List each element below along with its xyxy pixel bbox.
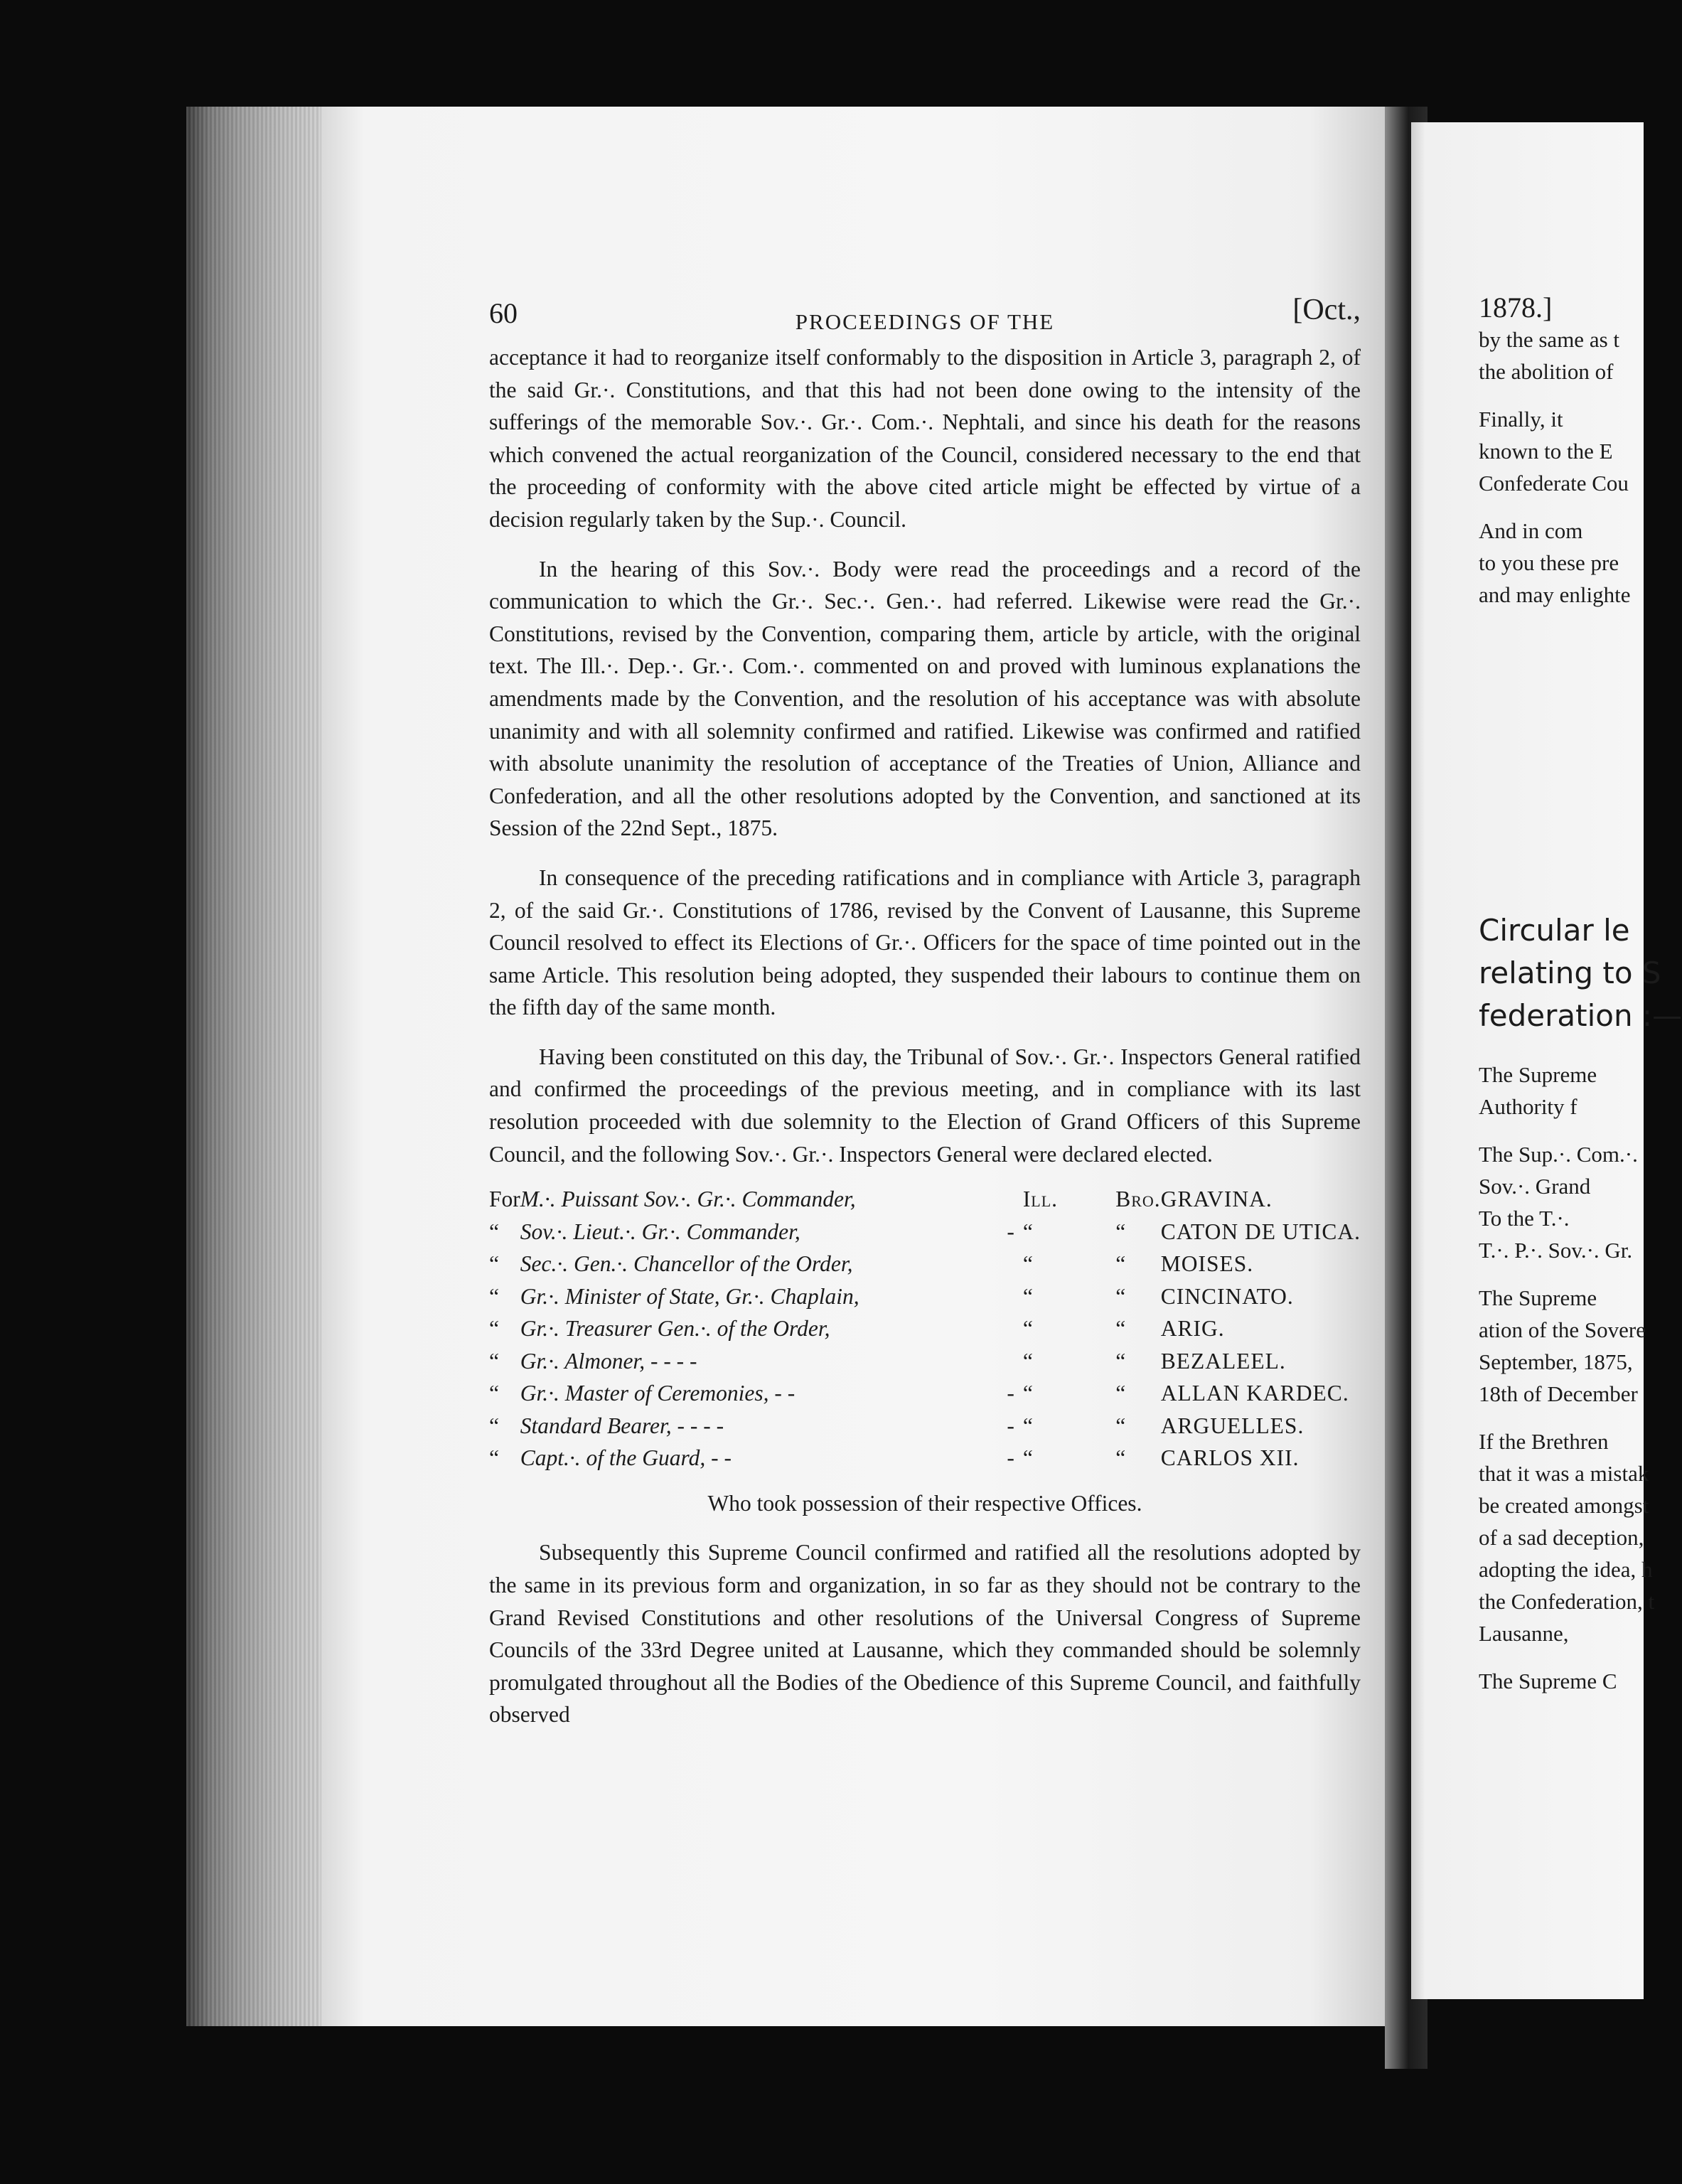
right-top-lines	[1479, 323, 1644, 611]
right-bottom-lines	[1479, 1059, 1655, 1697]
officer-lead: “	[489, 1348, 499, 1374]
officer-row	[489, 1280, 1361, 1313]
officer-dash: -	[1007, 1219, 1014, 1244]
officer-lead: “	[489, 1219, 499, 1244]
officer-name: CARLOS XII.	[1160, 1445, 1300, 1471]
officer-row	[489, 1248, 1361, 1280]
page-header	[489, 291, 1361, 341]
officer-name: GRAVINA.	[1160, 1187, 1273, 1212]
paragraph-2: In the hearing of this Sov.·. Body were read the proceedings and a record of the communication to which the Gr.·. Sec.·. Gen.·. had referred. Likewise were read the Gr.·. Constitutions, revised by the Convention, comparing them, article by article, with the original text. The Ill.·. Dep.·. Gr.·. Com.·. commented on and proved with luminous explanations the amendments made by the Convention, and the resolution of his acceptance was with absolute unanimity and with all solemnity confirmed and ratified. Likewise was confirmed and ratified with absolute unanimity the resolution of acceptance of the Treaties of Union, Alliance and Confederation, and all the other resolutions adopted by the Convention, and sanctioned at its Session of the 22nd Sept., 1875.	[489, 556, 1361, 841]
officer-ill: “	[1022, 1348, 1034, 1374]
officer-row	[489, 1345, 1361, 1378]
right-text-line: And in com	[1479, 518, 1583, 543]
right-text-line	[1479, 387, 1644, 403]
officer-ill: “	[1022, 1251, 1034, 1277]
right-heading-line: relating to S	[1479, 956, 1661, 990]
officer-ill: “	[1022, 1283, 1034, 1309]
right-text-line: The Supreme C	[1479, 1669, 1617, 1693]
officer-name: ARGUELLES.	[1160, 1413, 1305, 1438]
officer-dash: -	[1007, 1381, 1014, 1406]
officer-row	[489, 1410, 1361, 1442]
right-text-line: adopting the idea, h	[1479, 1557, 1653, 1582]
right-text-line: If the Brethren	[1479, 1429, 1609, 1454]
officer-ill: “	[1022, 1413, 1034, 1438]
officer-dash: -	[1007, 1445, 1014, 1471]
running-head: PROCEEDINGS OF THE	[795, 309, 1055, 334]
right-text-line: The Sup.·. Com.·.	[1479, 1142, 1638, 1167]
officer-bro: “	[1115, 1283, 1127, 1309]
right-heading-line: federation :—	[1479, 998, 1682, 1033]
right-text-line: be created amongst	[1479, 1493, 1649, 1518]
officer-bro: Bro.	[1115, 1187, 1161, 1212]
right-text-line: to you these pre	[1479, 550, 1619, 575]
officer-ill: “	[1022, 1219, 1034, 1244]
right-heading	[1479, 909, 1682, 1037]
right-heading-line: Circular le	[1479, 913, 1630, 948]
left-page-text	[489, 291, 1361, 1731]
officer-name: ALLAN KARDEC.	[1160, 1381, 1349, 1406]
date-mark: [Oct.,	[1292, 294, 1361, 326]
officer-name: CATON DE UTICA.	[1160, 1219, 1361, 1244]
officer-office: Standard Bearer, - - - -	[520, 1413, 724, 1438]
right-text-line: To the T.·.	[1479, 1206, 1570, 1231]
officer-bro: “	[1115, 1381, 1127, 1406]
possession-line: Who took possession of their respective Offices.	[707, 1490, 1142, 1516]
right-text-line: The Supreme	[1479, 1285, 1597, 1310]
officer-office: M.·. Puissant Sov.·. Gr.·. Commander,	[520, 1187, 856, 1212]
paragraph-4: Having been constituted on this day, the Tribunal of Sov.·. Gr.·. Inspectors General ratified and confirmed the proceedings of the previous meeting, and in compliance with its last resolution proceeded with due solemnity to the Election of Grand Officers of this Supreme Council, and the following Sov.·. Gr.·. Inspectors General were declared elected.	[489, 1044, 1361, 1167]
officer-lead: For	[489, 1187, 520, 1212]
right-text-line: Confederate Cou	[1479, 471, 1629, 496]
officer-name: MOISES.	[1160, 1251, 1254, 1277]
officer-ill: “	[1022, 1381, 1034, 1406]
paragraph-3: In consequence of the preceding ratifications and in compliance with Article 3, paragraph 2, of the said Gr.·. Constitutions of 1786, revised by the Convent of Lausanne, this Supreme Council resolved to effect its Elections of Gr.·. Officers for the space of time pointed out in the same Article. This resolution being adopted, they suspended their labours to continue them on the fifth day of the same month.	[489, 864, 1361, 1020]
right-year-mark: 1878.]	[1479, 291, 1553, 323]
officer-office: Gr.·. Almoner, - - - -	[520, 1348, 697, 1374]
page-edge-stack	[186, 107, 321, 2026]
right-text-line: The Supreme	[1479, 1062, 1597, 1087]
officer-lead: “	[489, 1316, 499, 1342]
officer-name: BEZALEEL.	[1160, 1348, 1286, 1374]
right-text-line: that it was a mistak	[1479, 1461, 1649, 1486]
right-text-line: September, 1875,	[1479, 1349, 1633, 1374]
officer-bro: “	[1115, 1445, 1127, 1471]
officer-office: Sec.·. Gen.·. Chancellor of the Order,	[520, 1251, 853, 1277]
right-text-line	[1479, 1266, 1644, 1282]
officer-ill: “	[1022, 1445, 1034, 1471]
officer-bro: “	[1115, 1348, 1127, 1374]
officer-dash	[999, 1312, 1023, 1345]
right-text-line: of a sad deception,	[1479, 1525, 1644, 1550]
officer-office: Sov.·. Lieut.·. Gr.·. Commander,	[520, 1219, 800, 1244]
officer-lead: “	[489, 1381, 499, 1406]
officer-office: Gr.·. Treasurer Gen.·. of the Order,	[520, 1316, 830, 1342]
officer-name: CINCINATO.	[1160, 1283, 1294, 1309]
officer-dash	[999, 1248, 1023, 1280]
officer-row	[489, 1442, 1361, 1474]
right-text-line: known to the E	[1479, 439, 1613, 464]
officer-bro: “	[1115, 1251, 1127, 1277]
right-text-line: Sov.·. Grand	[1479, 1174, 1591, 1199]
right-text-line: T.·. P.·. Sov.·. Gr.	[1479, 1238, 1633, 1263]
officer-dash	[999, 1345, 1023, 1378]
officer-row	[489, 1183, 1361, 1216]
right-text-line: 18th of December	[1479, 1381, 1638, 1406]
officer-office: Gr.·. Master of Ceremonies, - -	[520, 1381, 796, 1406]
right-text-line: ation of the Sovere	[1479, 1317, 1646, 1342]
officer-row	[489, 1377, 1361, 1410]
right-text-line	[1479, 1123, 1644, 1138]
officer-row	[489, 1312, 1361, 1345]
officer-bro: “	[1115, 1413, 1127, 1438]
right-page-text	[1479, 291, 1682, 1697]
right-text-line: the Confederation, t	[1479, 1589, 1655, 1614]
officer-name: ARIG.	[1160, 1316, 1225, 1342]
officer-dash: -	[1007, 1413, 1014, 1438]
officer-ill: “	[1022, 1316, 1034, 1342]
right-text-line: the abolition of	[1479, 359, 1614, 384]
officer-lead: “	[489, 1251, 499, 1277]
officer-dash	[999, 1280, 1023, 1313]
officer-lead: “	[489, 1283, 499, 1309]
right-text-line: by the same as t	[1479, 327, 1620, 352]
officer-lead: “	[489, 1413, 499, 1438]
officer-ill: Ill.	[1022, 1187, 1059, 1212]
officer-lead: “	[489, 1445, 499, 1471]
page-number: 60	[489, 297, 518, 329]
officer-bro: “	[1115, 1219, 1127, 1244]
right-text-line: and may enlighte	[1479, 582, 1631, 607]
right-text-line: Finally, it	[1479, 407, 1563, 432]
right-text-line: Lausanne,	[1479, 1621, 1569, 1646]
right-text-line	[1479, 1410, 1644, 1425]
right-text-line	[1479, 1649, 1644, 1665]
right-text-line: Authority f	[1479, 1094, 1577, 1119]
paragraph-1: acceptance it had to reorganize itself conformably to the disposition in Article 3, paragraph 2, of the said Gr.·. Constitutions, and that this had not been done owing to the intensity of the sufferings of the memorable Sov.·. Gr.·. Com.·. Nephtali, and since his death for the reasons which convened the actual reorganization of the Council, considered necessary to the end that the proceeding of conformity with the above cited article might be effected by virtue of a decision regularly taken by the Sup.·. Council.	[489, 345, 1361, 532]
officer-dash	[999, 1183, 1023, 1216]
officer-bro: “	[1115, 1316, 1127, 1342]
officer-office: Gr.·. Minister of State, Gr.·. Chaplain,	[520, 1283, 859, 1309]
right-text-line	[1479, 499, 1644, 515]
officers-list	[489, 1183, 1361, 1474]
final-paragraph: Subsequently this Supreme Council confirmed and ratified all the resolutions adopted by the same in its previous form and organization, in so far as they should not be contrary to the Grand Revised Constitutions and other resolutions of the Universal Congress of Supreme Councils of the 33rd Degree united at Lausanne, which they commanded should be solemnly promulgated throughout all the Bodies of the Obedience of this Supreme Council, and faithfully observed	[489, 1540, 1361, 1728]
officer-office: Capt.·. of the Guard, - -	[520, 1445, 732, 1471]
officer-row	[489, 1216, 1361, 1248]
